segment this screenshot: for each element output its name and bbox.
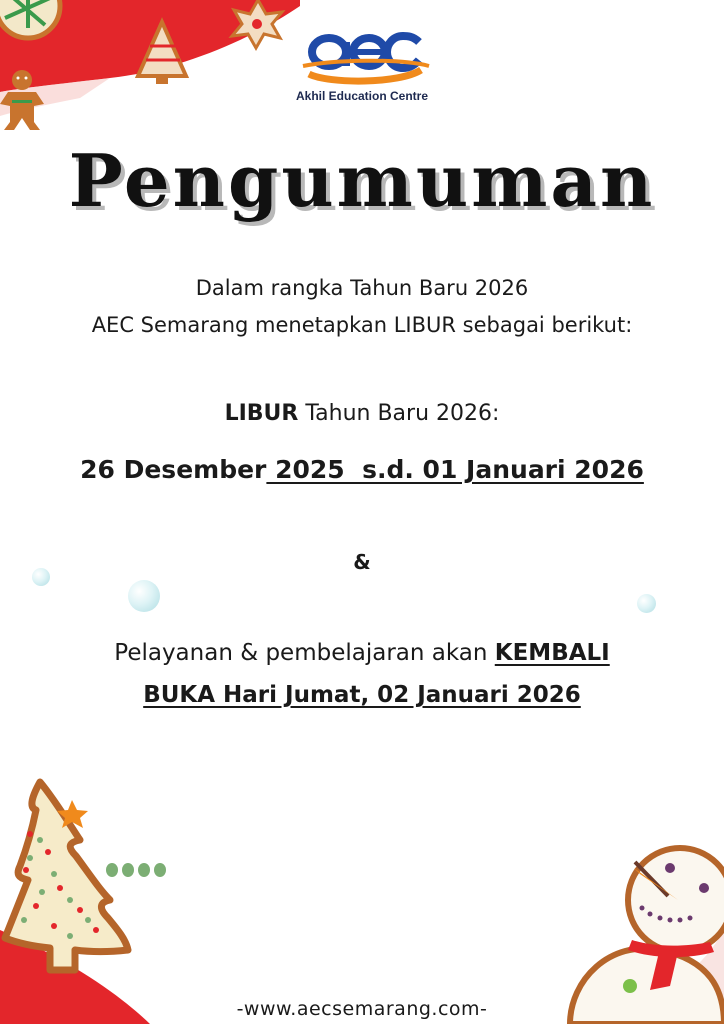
reopen-line-1-plain: Pelayanan & pembelajaran akan — [114, 640, 495, 666]
bubble-icon — [32, 568, 50, 586]
christmas-tree-cookie-icon — [0, 770, 200, 1024]
holiday-label-rest: Tahun Baru 2026: — [298, 401, 500, 426]
footer-website: -www.aecsemarang.com- — [236, 998, 488, 1020]
reopen-line-1 — [0, 640, 724, 666]
holiday-range — [0, 455, 724, 484]
intro-line-1: Dalam rangka Tahun Baru 2026 — [195, 276, 529, 300]
top-left-decoration — [0, 0, 300, 140]
holiday-label-bold: LIBUR — [224, 401, 299, 426]
holiday-range-start: 26 Desember — [80, 455, 267, 484]
intro-line-2: AEC Semarang menetapkan LIBUR sebagai berikut: — [91, 313, 633, 337]
holiday-label — [0, 401, 724, 426]
snowman-cookie-icon — [510, 840, 724, 1024]
ampersand: & — [353, 550, 371, 574]
aec-logo — [289, 28, 435, 108]
logo-caption: Akhil Education Centre — [295, 89, 429, 103]
holiday-range-rest: 2025 s.d. 01 Januari 2026 — [266, 455, 644, 484]
reopen-line-1-bold: KEMBALI — [494, 640, 610, 666]
bubble-icon — [637, 594, 656, 613]
page-title: Pengumuman — [68, 138, 656, 223]
reopen-line-2: BUKA Hari Jumat, 02 Januari 2026 — [143, 682, 581, 708]
bubble-icon — [128, 580, 160, 612]
aec-logo-mark — [289, 28, 435, 88]
